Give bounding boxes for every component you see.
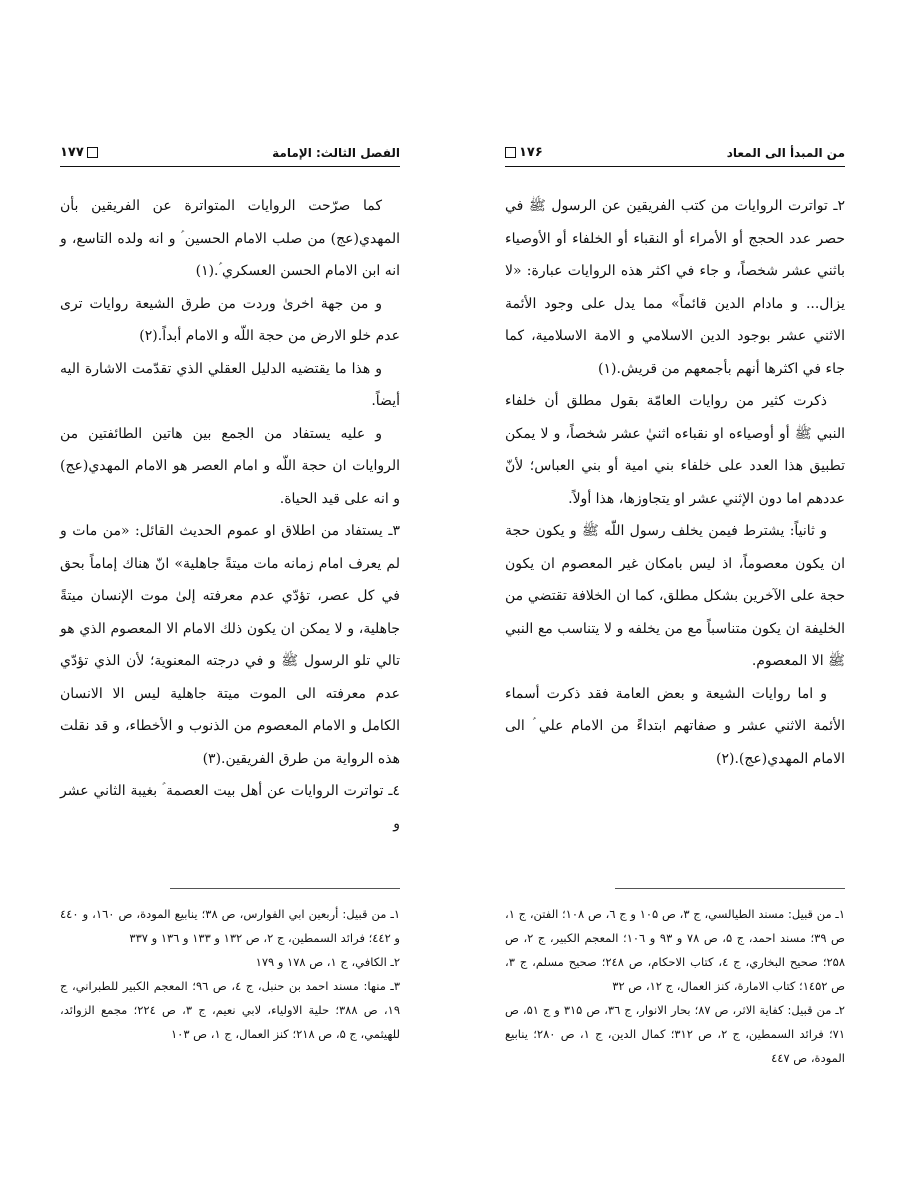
left-page-number-group: [60, 145, 98, 160]
left-page: [60, 0, 400, 1200]
paragraph: و هذا ما يقتضيه الدليل العقلي الذي تقدّمت الاشارة اليه أيضاً.: [60, 360, 400, 409]
left-page-header: [60, 136, 400, 167]
paragraph: و عليه يستفاد من الجمع بين هاتين الطائفتين من الروايات ان حجة اللّه و امام العصر هو الامام المهدي(عج) و انه على قيد الحياة.: [60, 425, 400, 507]
footnote: ۳ـ منها: مسند احمد بن حنبل، ج ٤، ص ۹٦؛ المعجم الكبير للطبراني، ج ۱۹، ص ۳۸۸؛ حلية الاولياء، لابي نعيم، ج ۳، ص ۲۲٤؛ مجمع الزوائد، للهيثمي، ج ۵، ص ۲۱۸؛ كنز العمال، ج ۱، ص ۱۰۳: [60, 979, 400, 1041]
left-page-body: [60, 190, 400, 840]
footnote: ۱ـ من قبيل: أربعين ابي الفوارس، ص ۳۸؛ ينابيع المودة، ص ۱٦۰، و ٤٤۰ و ٤٤۲؛ فرائد السمطين، ج ۲، ص ۱۳۲ و ۱۳۳ و ۱۳٦ و ۳۳۷: [60, 907, 401, 945]
paragraph: ۲ـ تواترت الروايات من كتب الفريقين عن الرسول ﷺ في حصر عدد الحجج أو الأمراء أو النقباء أو الخلفاء أو الأوصياء باثني عشر شخصاً، و جاء في اكثر هذه الروايات عبارة: «لا يزال... و مادام الدين قائماً» مما يدل على وجود الأئمة الاثني عشر بوجود الدين الاسلامي و الامة الاسلامية، كما جاء في اكثرها أنهم بأجمعهم من قريش.(١): [505, 198, 845, 377]
paragraph: و ثانياً: يشترط فيمن يخلف رسول اللّه ﷺ و يكون حجة ان يكون معصوماً، اذ ليس بامكان غير المعصوم ان يكون حجة على الآخرين بشكل مطلق، كما ان الخلافة تقتضي من الخليفة ان يكون متناسباً مع من يخلفه و لا يتناسب مع النبي ﷺ الا المعصوم.: [505, 523, 845, 669]
footnote: ۱ـ من قبيل: مسند الطيالسي، ج ۳، ص ۱۰۵ و ج ٦، ص ۱۰۸؛ الفتن، ج ۱، ص ۳۹؛ مسند احمد، ج ۵، ص ۷۸ و ۹۳ و ۱۰٦؛ المعجم الكبير، ج ۲، ص ۲۵۸؛ صحيح البخاري، ج ٤، كتاب الاحكام، ص ۲٤۸؛ صحيح مسلم، ج ۳، ص ۱٤۵۲؛ كتاب الامارة، كنز العمال، ج ۱۲، ص ۳۲: [505, 907, 846, 993]
right-header-title: من المبدأ الى المعاد: [726, 146, 845, 160]
right-page-number-group: [505, 145, 543, 160]
square-icon: [505, 147, 516, 158]
left-page-number: ۱۷۷: [60, 145, 84, 160]
paragraph: كما صرّحت الروايات المتواترة عن الفريقين بأن المهدي(عج) من صلب الامام الحسين ؑ و انه ولده التاسع، و انه ابن الامام الحسن العسكري ؑ.(١): [60, 198, 400, 279]
paragraph: ذكرت كثير من روايات العامّة بقول مطلق أن خلفاء النبي ﷺ أو أوصياءه او نقباءه اثنيٰ عشر شخصاً، و لا يمكن تطبيق هذا العدد على خلفاء بني امية أو بني العباس؛ لأنّ عددهم اما دون الإثني عشر او يتجاوزها، هذا أولاً.: [505, 393, 845, 507]
square-icon: [87, 147, 98, 158]
footnote-divider: [615, 888, 845, 889]
left-footnotes: [60, 902, 400, 1046]
paragraph: ٤ـ تواترت الروايات عن أهل بيت العصمة ؑ بغيبة الثاني عشر و: [60, 783, 400, 832]
paragraph: ۳ـ يستفاد من اطلاق او عموم الحديث القائل: «من مات و لم يعرف امام زمانه مات ميتةً جاهلية» انّ هناك إماماً بحق في كل عصر، تؤدّي عدم معرفته إلىٰ موت الإنسان ميتةً جاهلية، و لا يمكن ان يكون ذلك الامام الا المعصوم الذي هو تالي تلو الرسول ﷺ و في درجته المعنوية؛ لأن الذي تؤدّي عدم معرفته الى الموت ميتة جاهلية ليس الا الانسان الكامل و الامام المعصوم من الذنوب و الأخطاء، و قد نقلت هذه الرواية من طرق الفريقين.(٣): [60, 523, 400, 767]
right-page-body: [505, 190, 845, 775]
footnote: ۲ـ الكافي، ج ۱، ص ۱۷۸ و ۱۷۹: [255, 955, 400, 969]
paragraph: و من جهة اخرىٰ وردت من طرق الشيعة روايات ترى عدم خلو الارض من حجة اللّه و الامام أبداً.(٢): [60, 295, 400, 344]
right-page-header: [505, 136, 845, 167]
right-page-number: ۱۷۶: [519, 145, 543, 160]
left-header-title: الفصل الثالث: الإمامة: [272, 146, 400, 160]
right-page: [505, 0, 845, 1200]
right-footnotes: [505, 902, 845, 1070]
footnote-divider: [170, 888, 400, 889]
paragraph: و اما روايات الشيعة و بعض العامة فقد ذكرت أسماء الأئمة الاثني عشر و صفاتهم ابتداءً من الامام علي ؑ الى الامام المهدي(عج).(٢): [505, 685, 845, 767]
footnote: ۲ـ من قبيل: كفاية الاثر، ص ۸۷؛ بحار الانوار، ج ۳٦، ص ۳۱۵ و ج ۵۱، ص ۷۱؛ فرائد السمطين، ج ۲، ص ۳۱۲؛ كمال الدين، ج ۱، ص ۲۸۰؛ ينابيع المودة، ص ٤٤۷: [505, 1003, 846, 1065]
